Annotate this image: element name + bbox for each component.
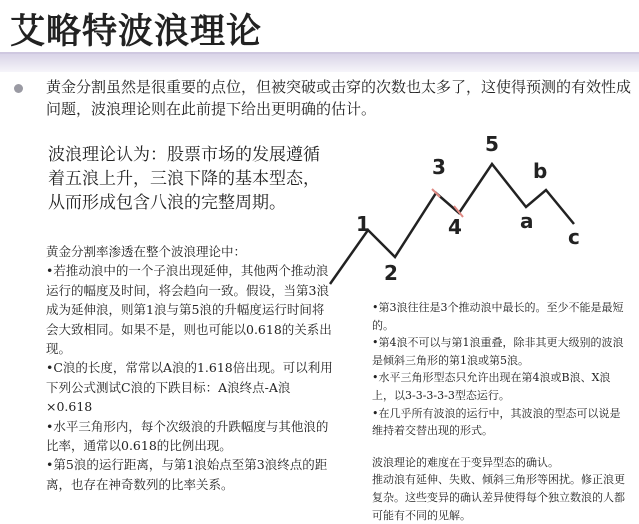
wave-label-b: b [533, 159, 548, 183]
wave-label-5: 5 [485, 132, 499, 156]
right-text-line: 推动浪有延伸、失败、倾斜三角形等困扰。修正浪更复杂。这些变异的确认差异使得每个独立数浪的人都可能有不同的见解。 [372, 473, 625, 522]
wave-label-4: 4 [448, 215, 462, 239]
right-text-line: •水平三角形型态只允许出现在第4浪或B浪、X浪上，以3-3-3-3-3型态运行。 [372, 371, 611, 402]
bullet-icon [14, 84, 23, 93]
title-underline [0, 52, 639, 72]
left-text-line: •第5浪的运行距离，与第1浪始点至第3浪终点的距离，也存在神奇数列的比率关系。 [46, 457, 328, 492]
left-text-line: 黄金分割率渗透在整个波浪理论中： [46, 244, 247, 259]
right-text-line: 波浪理论的难度在于变异型态的确认。 [372, 455, 559, 469]
left-text-line: •若推动浪中的一个子浪出现延伸，其他两个推动浪运行的幅度及时间，将会趋向一致。假设，当第3浪成为延伸浪，则第1浪与第5浪的升幅度运行时间将会大致相同。如果不是，则也可能以0.618的关系出现。 [46, 263, 332, 357]
right-text-line: •第3浪往往是3个推动浪中最长的。至少不能是最短的。 [372, 301, 624, 332]
page-title: 艾略特波浪理论 [10, 12, 263, 52]
wave-label-1: 1 [356, 212, 370, 236]
spacer [372, 440, 630, 454]
left-text-line: •C浪的长度，常常以A浪的1.618倍出现。可以利用下列公式测试C浪的下跌目标：A浪终点-A浪×0.618 [46, 360, 333, 415]
left-text-line: •水平三角形内，每个次级浪的升跌幅度与其他浪的比率，通常以0.618的比例出现。 [46, 418, 329, 454]
elliott-wave-diagram [320, 126, 620, 296]
wave-label-c: c [568, 225, 580, 249]
wave-label-2: 2 [384, 261, 398, 285]
wave-label-3: 3 [432, 155, 446, 179]
golden-ratio-notes [46, 242, 336, 494]
wave-rules-notes [372, 299, 630, 524]
intro-text: 黄金分割虽然是很重要的点位，但被突破或击穿的次数也太多了，这使得预测的有效性成问题，波浪理论则在此前提下给出更明确的估计。 [46, 78, 632, 118]
wave-label-a: a [520, 209, 534, 233]
theory-definition: 波浪理论认为：股票市场的发展遵循着五浪上升，三浪下降的基本型态，从而形成包含八浪的完整周期。 [48, 145, 320, 213]
right-text-line: •第4浪不可以与第1浪重叠，除非其更大级别的波浪是倾斜三角形的第1浪或第5浪。 [372, 336, 624, 367]
right-text-line: •在几乎所有波浪的运行中，其波浪的型态可以说是维持着交替出现的形式。 [372, 406, 621, 438]
